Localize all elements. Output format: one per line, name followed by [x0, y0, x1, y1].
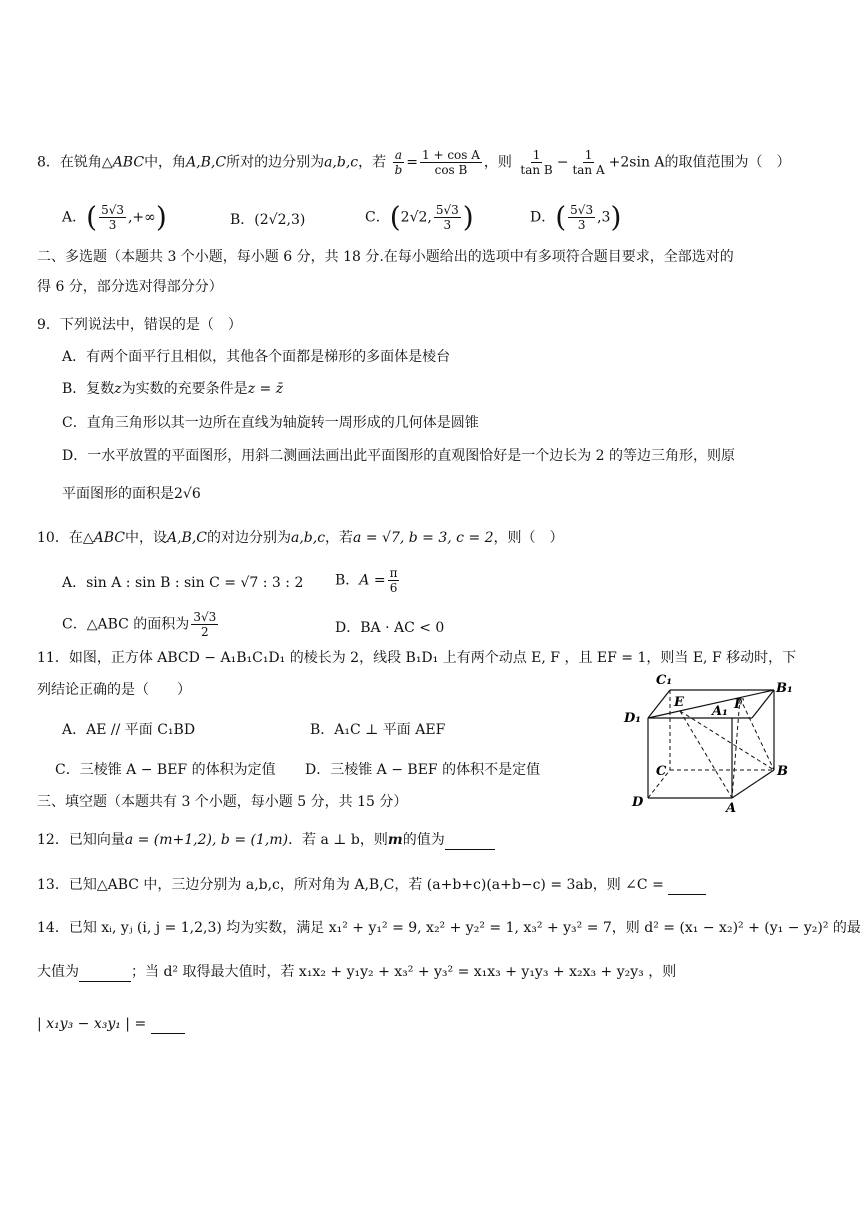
q13: 13．已知△ABC 中，三边分别为 a,b,c，所对角为 A,B,C，若 (a+b+c)(a+b−c) = 3ab，则 ∠C =: [37, 875, 706, 895]
q8-stem: 8．在锐角△ABC中，角A,B,C所对的边分别为a,b,c，若 $\frac{a}{b}$ = $\frac{\text{1 + cos A}}{\text{cos B}}$ ，则 $\frac{1}{\text{tan B}}$ − $\frac{1}{\text{tan A}}$ +2sin A的取值范围为（ ）: [37, 148, 791, 177]
hidden-fb: [740, 698, 774, 770]
q14-line3: | x₁y₃ − x₃y₁ | =: [37, 1014, 185, 1034]
label-d1: D₁: [624, 711, 641, 726]
q9-option-a: A．有两个面平行且相似，其他各个面都是梯形的多面体是棱台: [62, 349, 451, 365]
q11-option-c: C．三棱锥 A − BEF 的体积为定值: [55, 762, 276, 778]
q9-stem: 9．下列说法中，错误的是（ ）: [37, 317, 242, 333]
label-c: C: [656, 764, 667, 779]
label-c1: C₁: [656, 673, 673, 688]
section2-heading-cont: 得 6 分，部分选对得部分分）: [37, 279, 223, 295]
q9-option-d: D．一水平放置的平面图形，用斜二测画法画出此平面图形的直观图恰好是一个边长为 2 的等边三角形，则原: [62, 448, 736, 464]
label-e: E: [674, 695, 684, 710]
answer-blank[interactable]: [79, 967, 131, 982]
hidden-eb: [680, 711, 774, 770]
q14-line1: 14．已知 xᵢ, yⱼ (i, j = 1,2,3) 均为实数，满足 x₁² + y₁² = 9, x₂² + y₂² = 1, x₃² + y₃² = 7，则 d² = (x₁ − x₂)² + (y₁ − y₂)² 的最: [37, 920, 861, 936]
answer-blank[interactable]: [445, 835, 495, 850]
q11-option-b: B．A₁C ⊥ 平面 AEF: [310, 722, 446, 738]
section2-heading: 二、多选题（本题共 3 个小题，每小题 6 分，共 18 分.在每小题给出的选项中有多项符合题目要求，全部选对的: [37, 249, 734, 265]
q8-option-b: B．(2√2,3): [230, 212, 306, 228]
label-f: F: [734, 697, 744, 712]
q12: 12．已知向量a = (m+1,2), b = (1,m)．若 a ⊥ b，则m的值为: [37, 830, 495, 850]
answer-blank[interactable]: [668, 880, 706, 895]
answer-blank[interactable]: [151, 1019, 185, 1034]
q9-option-b: B．复数z为实数的充要条件是z = z̄: [62, 381, 284, 397]
fraction-cos: $\frac{\text{1 + cos A}}{\text{cos B}}$: [422, 148, 480, 177]
q8-option-c: C．(2√2, $\frac{5√3}{3}$ ): [365, 200, 474, 234]
q10-stem: 10．在△ABC中，设A,B,C的对边分别为a,b,c，若a = √7, b = 3, c = 2，则（ ）: [37, 530, 564, 546]
section3-heading: 三、填空题（本题共有 3 个小题，每小题 5 分，共 15 分）: [37, 794, 408, 810]
q11-option-a: A．AE // 平面 C₁BD: [62, 722, 196, 738]
fraction-a-over-b: $\frac{a}{b}$: [394, 148, 403, 177]
label-b1: B₁: [776, 681, 793, 696]
q10-option-d: D．BA · AC < 0: [335, 620, 445, 636]
hidden-ae: [680, 711, 732, 798]
q11-stem: 11．如图，正方体 ABCD − A₁B₁C₁D₁ 的棱长为 2，线段 B₁D₁ 上有两个动点 E, F ，且 EF = 1，则当 E, F 移动时，下: [37, 650, 797, 666]
label-a1: A₁: [712, 704, 728, 719]
q10-option-b: B．A = $\frac{\pi}{6}$: [335, 566, 398, 595]
q11-stem-cont: 列结论正确的是（ ）: [37, 682, 191, 698]
q8-option-a: A．( $\frac{5√3}{3}$ ,+∞): [62, 200, 167, 234]
label-b: B: [777, 764, 788, 779]
q8-option-d: D．( $\frac{5√3}{3}$ ,3): [530, 200, 622, 234]
label-a: A: [726, 801, 737, 816]
q14-line2: 大值为 ；当 d² 取得最大值时，若 x₁x₂ + y₁y₂ + x₃² + y₃² = x₁x₃ + y₁y₃ + x₂x₃ + y₂y₃ ，则: [37, 964, 677, 980]
label-d: D: [632, 795, 644, 810]
q9-option-d-cont: 平面图形的面积是2√6: [62, 486, 201, 502]
fraction-tanB: $\frac{1}{\text{tan B}}$: [520, 148, 553, 177]
fraction-tanA: $\frac{1}{\text{tan A}}$: [572, 148, 605, 177]
q9-option-c: C．直角三角形以其一边所在直线为轴旋转一周形成的几何体是圆锥: [62, 415, 479, 431]
cube-figure: [620, 668, 793, 818]
q10-option-a: A．sin A : sin B : sin C = √7 : 3 : 2: [62, 575, 304, 591]
q10-option-c: C．△ABC 的面积为 $\frac{3√3}{2}$: [62, 610, 217, 639]
q11-option-d: D．三棱锥 A − BEF 的体积不是定值: [305, 762, 541, 778]
